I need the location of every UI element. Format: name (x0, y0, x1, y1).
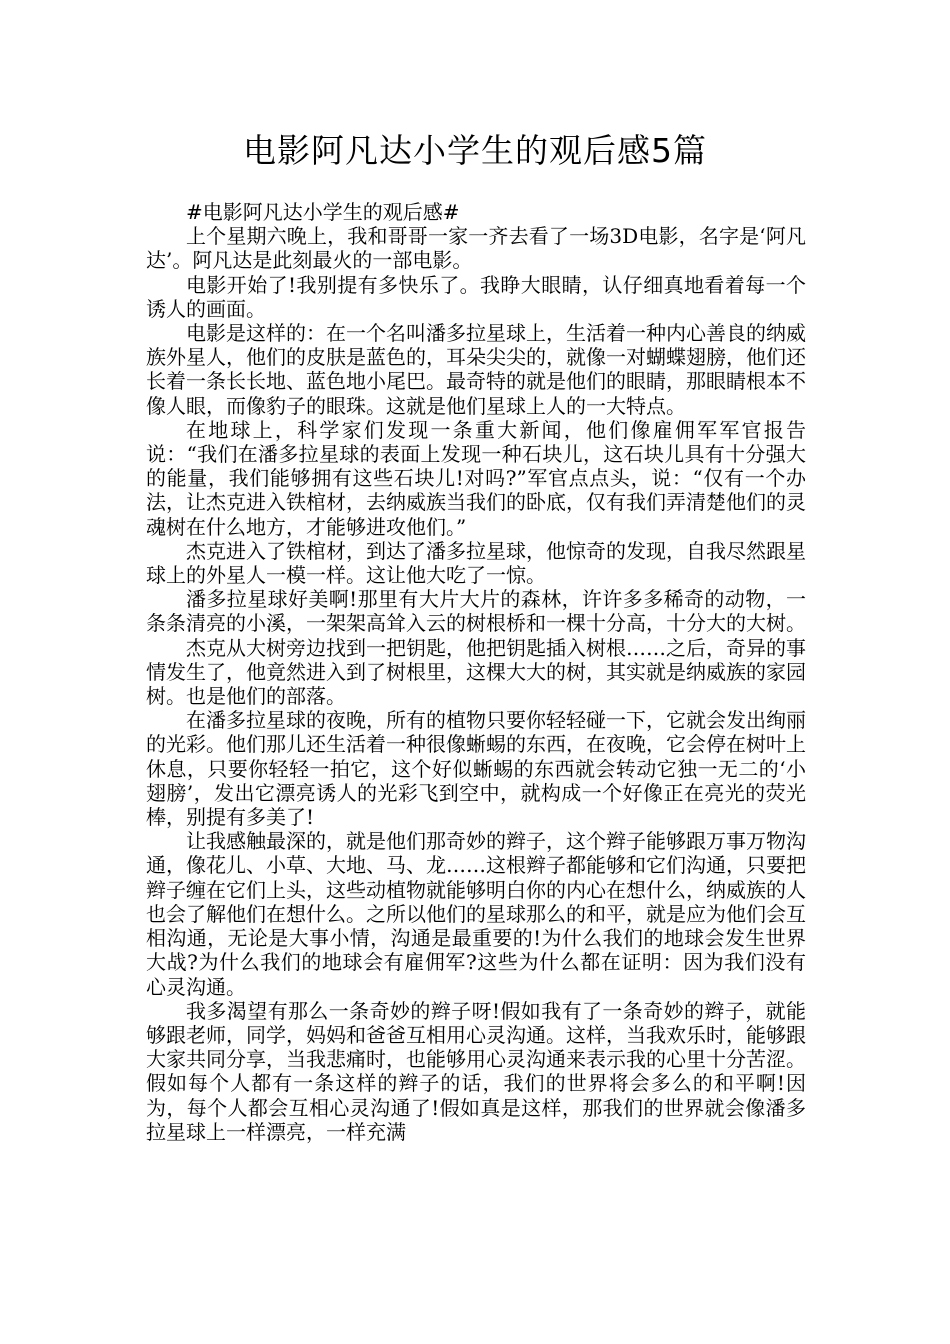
paragraph: 电影开始了!我别提有多快乐了。我睁大眼睛，认仔细真地看着每一个诱人的画面。 (146, 272, 806, 321)
paragraph: 杰克从大树旁边找到一把钥匙，他把钥匙插入树根……之后，奇异的事情发生了，他竟然进入到了树根里，这棵大大的树，其实就是纳威族的家园树。也是他们的部落。 (146, 635, 806, 709)
paragraph: 电影是这样的：在一个名叫潘多拉星球上，生活着一种内心善良的纳威族外星人，他们的皮肤是蓝色的，耳朵尖尖的，就像一对蝴蝶翅膀，他们还长着一条长长地、蓝色地小尾巴。最奇特的就是他们的眼睛，那眼睛根本不像人眼，而像豹子的眼珠。这就是他们星球上人的一大特点。 (146, 321, 806, 418)
paragraph: 在潘多拉星球的夜晚，所有的植物只要你轻轻碰一下，它就会发出绚丽的光彩。他们那儿还生活着一种很像蜥蜴的东西，在夜晚，它会停在树叶上休息，只要你轻轻一拍它，这个好似蜥蜴的东西就会转动它独一无二的‘小翅膀’，发出它漂亮诱人的光彩飞到空中，就构成一个好像正在亮光的荧光棒，别提有多美了! (146, 708, 806, 830)
paragraph: 让我感触最深的，就是他们那奇妙的辫子，这个辫子能够跟万事万物沟通，像花儿、小草、大地、马、龙……这根辫子都能够和它们沟通，只要把辫子缠在它们上头，这些动植物就能够明白你的内心在想什么，纳威族的人也会了解他们在想什么。之所以他们的星球那么的和平，就是应为他们会互相沟通，无论是大事小情，沟通是最重要的!为什么我们的地球会发生世界大战?为什么我们的地球会有雇佣军?这些为什么都在证明：因为我们没有心灵沟通。 (146, 829, 806, 999)
paragraph: 我多渴望有那么一条奇妙的辫子呀!假如我有了一条奇妙的辫子，就能够跟老师，同学，妈妈和爸爸互相用心灵沟通。这样，当我欢乐时，能够跟大家共同分享，当我悲痛时，也能够用心灵沟通来表示我的心里十分苦涩。假如每个人都有一条这样的辫子的话，我们的世界将会多么的和平啊!因为，每个人都会互相心灵沟通了!假如真是这样，那我们的世界就会像潘多拉星球上一样漂亮，一样充满 (146, 998, 806, 1144)
paragraph: 潘多拉星球好美啊!那里有大片大片的森林，许许多多稀奇的动物，一条条清亮的小溪，一架架高耸入云的树根桥和一棵十分高，十分大的大树。 (146, 587, 806, 636)
document-title: 电影阿凡达小学生的观后感5篇 (243, 131, 707, 170)
paragraph: 上个星期六晚上，我和哥哥一家一齐去看了一场3D电影，名字是‘阿凡达’。阿凡达是此刻最火的一部电影。 (146, 224, 806, 273)
document-body (146, 200, 806, 1144)
paragraph: 杰克进入了铁棺材，到达了潘多拉星球，他惊奇的发现，自我尽然跟星球上的外星人一模一样。这让他大吃了一惊。 (146, 538, 806, 588)
paragraph: 在地球上，科学家们发现一条重大新闻，他们像雇佣军军官报告说：“我们在潘多拉星球的表面上发现一种石块儿，这石块儿具有十分强大的能量，我们能够拥有这些石块儿!对吗?”军官点点头，说：“仅有一个办法，让杰克进入铁棺材，去纳威族当我们的卧底，仅有我们弄清楚他们的灵魂树在什么地方，才能够进攻他们。” (146, 417, 806, 539)
paragraph-hashtag: #电影阿凡达小学生的观后感# (186, 200, 460, 224)
